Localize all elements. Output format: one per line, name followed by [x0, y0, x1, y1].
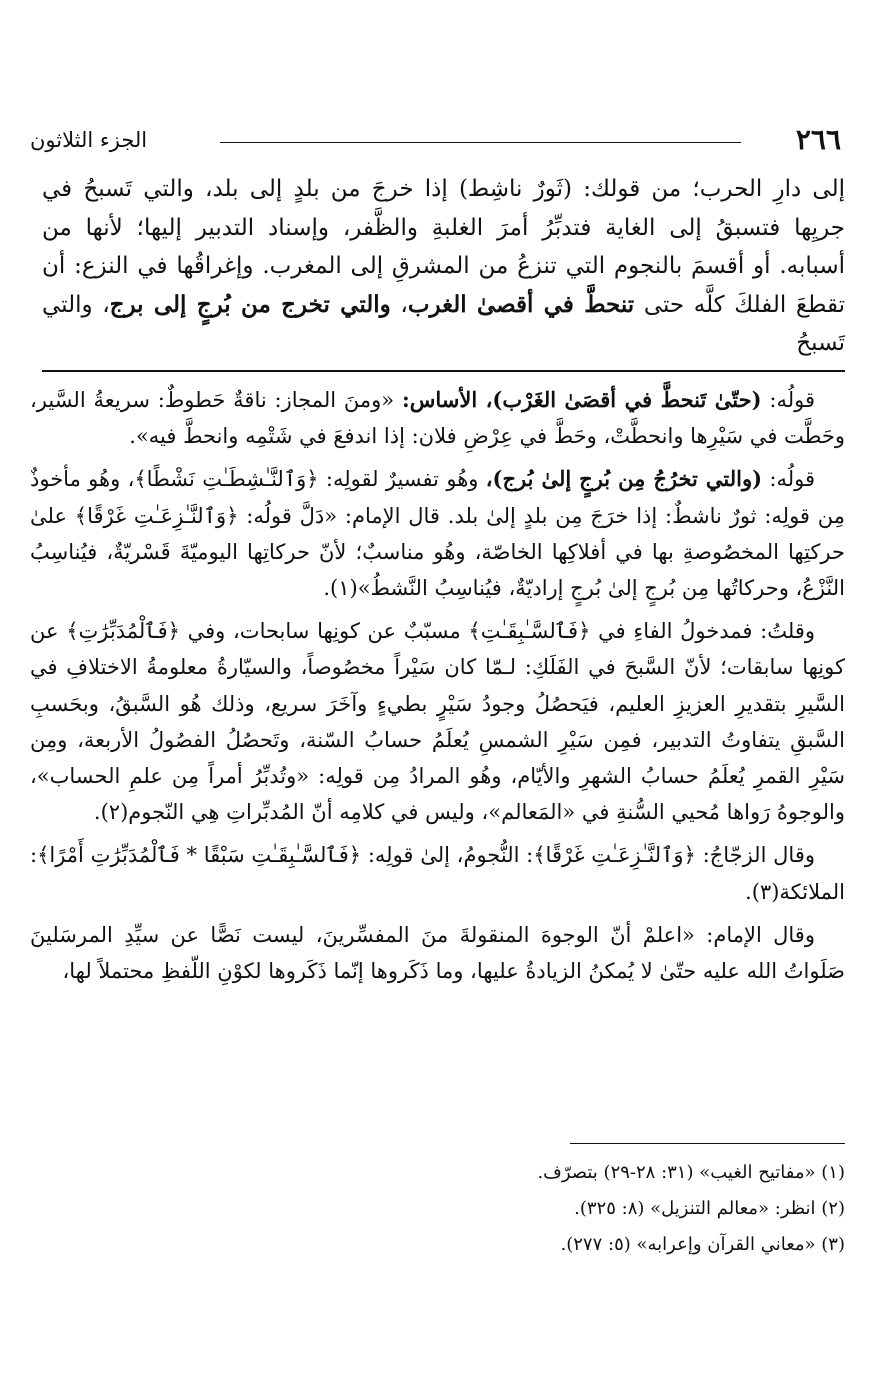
page-number: ٢٦٦ — [795, 123, 841, 156]
main-text-line: إلى دارِ الحرب؛ من قولك: (ثَورٌ ناشِط) إذا خرجَ من بلدٍ إلى بلد، والتي تَسبحُ في — [42, 176, 845, 202]
commentary-paragraph — [30, 382, 845, 454]
quoted-phrase: (والتي تخرُجُ مِن بُرجٍ إلىٰ بُرج)، — [485, 466, 763, 492]
main-text-segment: ، والتي تَسبحُ — [42, 291, 845, 356]
main-text-line: أسبابه. أو أقسمَ بالنجوم التي تنزعُ من المشرقِ إلى المغرب. وإغراقُها في النزع: أن — [42, 253, 845, 279]
quoted-phrase: (حتّىٰ تَنحطَّ في أقصَىٰ الغَرْب)، الأساس: — [401, 387, 762, 412]
footnote: (١) «مفاتيح الغيب» (٣١: ٢٨-٢٩) بتصرّف. — [537, 1162, 845, 1183]
header-rule — [220, 142, 741, 143]
commentary-paragraph: وقال الإمام: «اعلمْ أنّ الوجوهَ المنقولةَ منَ المفسِّرينَ، ليست نَصًّا عن سيِّدِ المرسَلينَ صَلَواتُ الله عليه حتّىٰ لا يُمكنُ الزيادةُ عليها، وما ذَكَروها إنّما ذَكَروها لكوْنِ اللّفظِ محتملاً لها، — [30, 922, 845, 984]
section-divider — [42, 370, 845, 372]
running-title: الجزء الثلاثون — [30, 128, 148, 152]
commentary-paragraph: وقلتُ: فمدخولُ الفاءِ في ﴿فَٱلسَّـٰبِقَـٰتِ﴾ مسبّبٌ عن كونِها سابحات، وفي ﴿فَٱلْمُدَبِّرَٰتِ﴾ عن كونِها سابقات؛ لأنّ السَّبحَ في الفَلَكِ: لـمّا كان سَيْراً مخصُوصاً، والسيّارةُ معلومةُ الاختلافِ في السَّيرِ بتقديرِ العزيزِ العليم، فيَحصُلُ وجودُ سَيْرٍ بطيءٍ وآخَرَ سريع، وذلك هُو السَّبقُ، وبحَسبِ السَّبقِ يتفاوتُ التدبير، فمِن سَيْرِ الشمسِ يُعلَمُ حسابُ السّنة، وتَحصُلُ الفصُولُ الأربعة، ومِن سَيْرِ القمرِ يُعلَمُ حسابُ الشهرِ والأيّام، وهُو المرادُ مِن قولِه: «وتُدبِّرُ أمراً مِن علمِ الحساب»، والوجوهُ رَواها مُحيي السُّنةِ في «المَعالم»، وليس في كلامِه أنّ المُدبِّراتِ هِي النّجوم(٢). — [30, 619, 845, 825]
footnote-rule — [570, 1143, 845, 1144]
footnote: (٢) انظر: «معالم التنزيل» (٨: ٣٢٥). — [574, 1198, 845, 1219]
commentary-intro: قولُه: — [762, 467, 815, 492]
commentary — [30, 382, 845, 996]
commentary-paragraph: وقال الزجّاجُ: ﴿وَٱلنَّـٰزِعَـٰتِ غَرْقًا﴾: النُّجومُ، إلىٰ قولِه: ﴿فَٱلسَّـٰبِقَـٰتِ سَبْقًا * فَٱلْمُدَبِّرَٰتِ أَمْرًا﴾: الملائكة(٣). — [30, 843, 845, 904]
main-text-segment: تقطعَ الفلكَ كلَّه حتى — [634, 291, 846, 318]
commentary-text: وهُو تفسيرٌ لقولِه: ﴿وَٱلنَّـٰشِطَـٰتِ نَشْطًا﴾، وهُو مأخوذٌ مِن قولِه: ثورٌ ناشطٌ: إذا خرَجَ مِن بلدٍ إلىٰ بلد. قال الإمام: «دَلَّ قولُه: ﴿وَٱلنَّـٰزِعَـٰتِ غَرْقًا﴾ علىٰ حركتِها المخصُوصةِ بها في أفلاكِها الخاصّة، وهُو مناسبٌ؛ لأنّ حركاتِها اليوميّةَ قَسْريّةٌ، فيُناسِبُ النَّزْعُ، وحركاتُها مِن بُرجٍ إلىٰ بُرجٍ إراديّةٌ، فيُناسِبُ النَّشطُ»(١). — [30, 467, 845, 601]
footnote: (٣) «معاني القرآن وإعرابه» (٥: ٢٧٧). — [560, 1234, 845, 1255]
main-text-segment: ، — [390, 291, 408, 318]
main-text-line: جريِها فتسبقُ إلى الغاية فتدبِّرُ أمرَ الغلبةِ والظَّفر، وإسناد التدبير إليها؛ لأنها من — [42, 214, 845, 241]
commentary-paragraph — [30, 461, 845, 606]
commentary-intro: قولُه: — [761, 388, 816, 412]
highlighted-phrase: والتي تخرج من بُرجٍ إلى برج — [109, 290, 391, 318]
main-text — [42, 170, 845, 363]
highlighted-phrase: تنحطَّ في أقصىٰ الغرب — [407, 290, 635, 318]
commentary-text: «ومنَ المجاز: ناقةٌ حَطوطٌ: سريعةُ السَّير، وحَطَّت في سَيْرِها وانحطَّتْ، وحَطَّ في عِرْضِ فلان: إذا اندفعَ في شَتْمِه وانحطَّ فيه». — [30, 388, 845, 449]
page-header — [30, 120, 841, 160]
footnotes — [40, 1155, 845, 1263]
main-text-line — [42, 286, 845, 363]
